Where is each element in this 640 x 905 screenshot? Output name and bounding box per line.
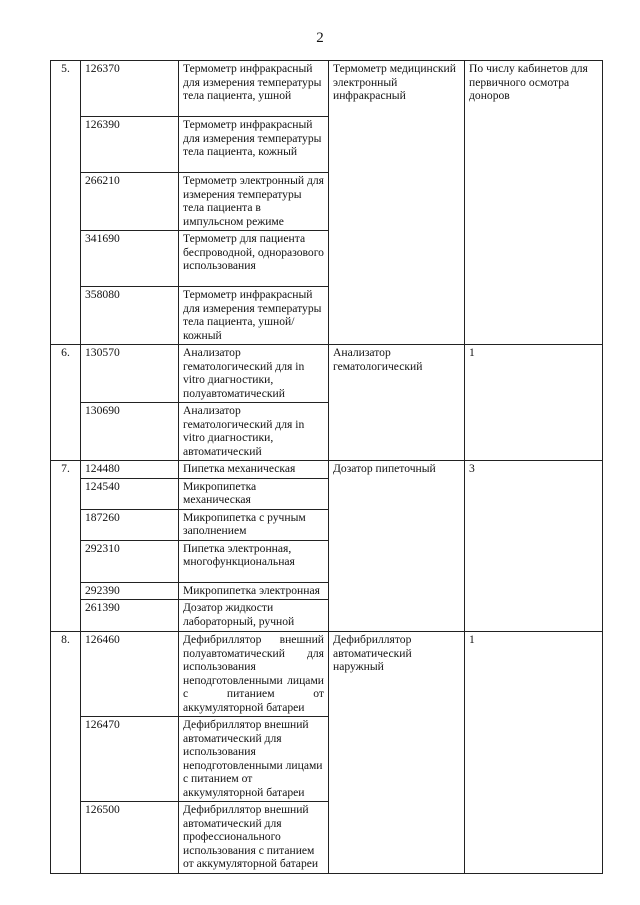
equipment-quantity: По числу кабинетов для первичного осмотра доноров	[465, 61, 603, 345]
item-code: 126470	[81, 717, 179, 802]
equipment-type: Термометр медицинский электронный инфракрасный	[329, 61, 465, 345]
equipment-quantity: 1	[465, 345, 603, 461]
item-name: Дефибриллятор внешний автоматический для профессионального использования с питанием от аккумуляторной батареи	[179, 802, 329, 874]
item-name: Микропипетка электронная	[179, 582, 329, 600]
item-code: 358080	[81, 287, 179, 345]
item-name: Дефибриллятор внешний автоматический для использования неподготовленными лицами с питанием от аккумуляторной батареи	[179, 717, 329, 802]
item-code: 124480	[81, 461, 179, 479]
item-name: Термометр инфракрасный для измерения температуры тела пациента, ушной/кожный	[179, 287, 329, 345]
equipment-quantity: 1	[465, 632, 603, 874]
item-name: Пипетка механическая	[179, 461, 329, 479]
row-number: 8.	[51, 632, 81, 874]
table-row	[51, 632, 603, 717]
table-row	[51, 461, 603, 479]
row-number: 5.	[51, 61, 81, 345]
item-code: 341690	[81, 231, 179, 287]
table-row	[51, 345, 603, 403]
item-name: Микропипетка с ручным заполнением	[179, 509, 329, 540]
item-code: 292310	[81, 540, 179, 582]
row-number: 7.	[51, 461, 81, 632]
equipment-quantity: 3	[465, 461, 603, 632]
item-code: 124540	[81, 478, 179, 509]
item-name: Дефибриллятор внешний полуавтоматический для использования неподготовленными лицами с питанием от аккумуляторной батареи	[179, 632, 329, 717]
item-name: Термометр электронный для измерения температуры тела пациента в импульсном режиме	[179, 173, 329, 231]
item-code: 266210	[81, 173, 179, 231]
item-name: Анализатор гематологический для in vitro диагностики, полуавтоматический	[179, 345, 329, 403]
table-row	[51, 61, 603, 117]
equipment-type: Анализатор гематологический	[329, 345, 465, 461]
item-code: 130570	[81, 345, 179, 403]
item-code: 187260	[81, 509, 179, 540]
item-name: Анализатор гематологический для in vitro диагностики, автоматический	[179, 403, 329, 461]
item-name: Микропипетка механическая	[179, 478, 329, 509]
item-code: 126370	[81, 61, 179, 117]
equipment-type: Дозатор пипеточный	[329, 461, 465, 632]
item-code: 292390	[81, 582, 179, 600]
item-code: 126390	[81, 117, 179, 173]
item-name: Термометр для пациента беспроводной, одноразового использования	[179, 231, 329, 287]
item-code: 130690	[81, 403, 179, 461]
item-code: 126460	[81, 632, 179, 717]
item-name: Пипетка электронная, многофункциональная	[179, 540, 329, 582]
equipment-type: Дефибриллятор автоматический наружный	[329, 632, 465, 874]
item-name: Дозатор жидкости лабораторный, ручной	[179, 600, 329, 632]
equipment-table	[50, 60, 603, 874]
item-code: 261390	[81, 600, 179, 632]
row-number: 6.	[51, 345, 81, 461]
page-number: 2	[316, 30, 324, 46]
item-name: Термометр инфракрасный для измерения температуры тела пациента, кожный	[179, 117, 329, 173]
item-name: Термометр инфракрасный для измерения температуры тела пациента, ушной	[179, 61, 329, 117]
item-code: 126500	[81, 802, 179, 874]
